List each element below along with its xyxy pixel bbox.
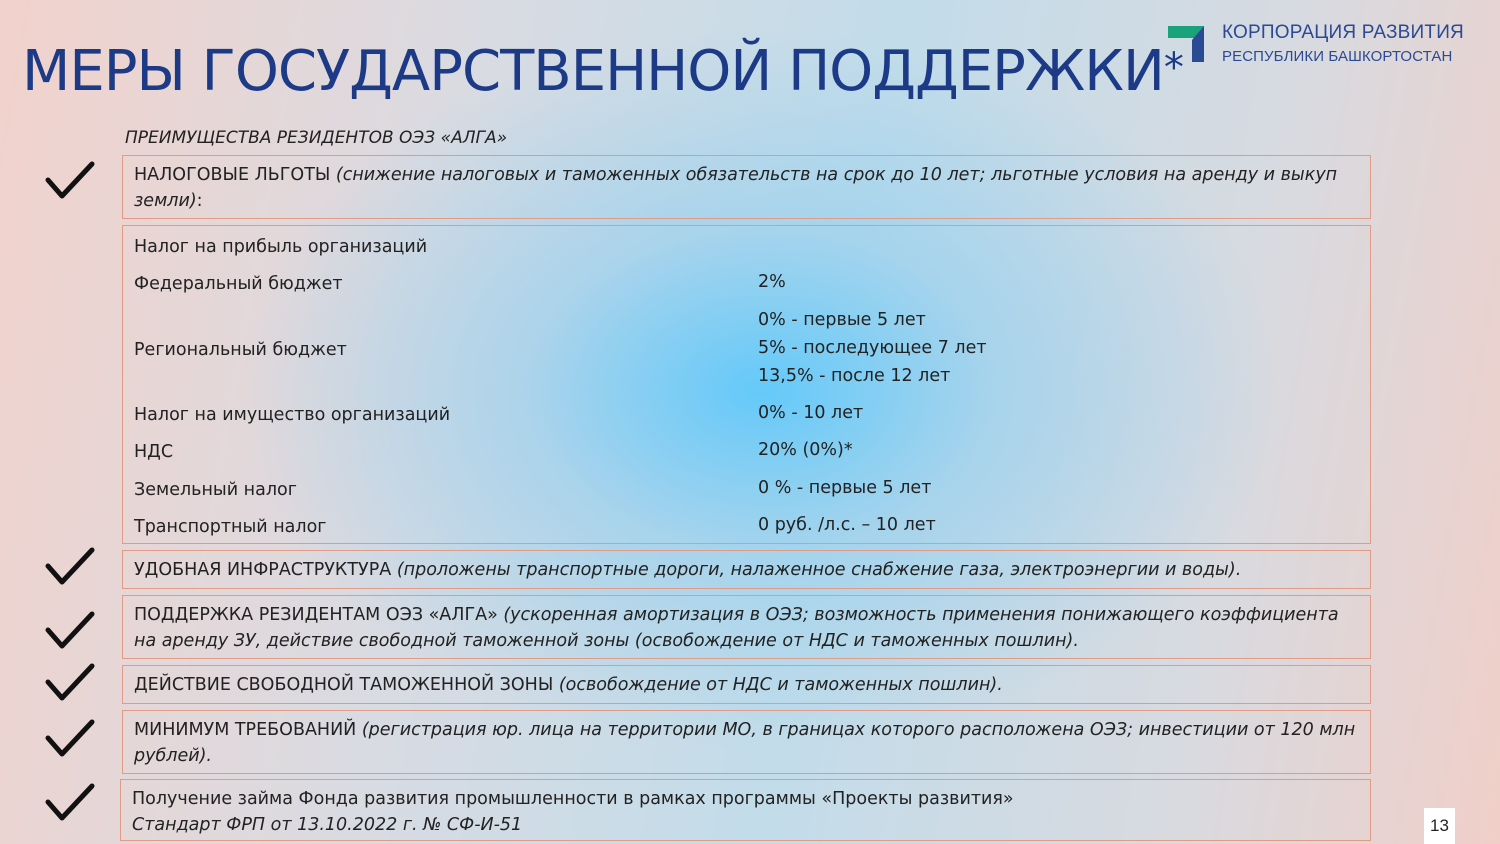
logo-line-2: РЕСПУБЛИКИ БАШКОРТОСТАН xyxy=(1222,48,1453,65)
customs-zone-description: (освобождение от НДС и таможенных пошлин). xyxy=(558,675,1003,695)
tax-value-line: 0 руб. /л.с. – 10 лет xyxy=(758,515,936,535)
tax-value-line: 0 % - первые 5 лет xyxy=(758,478,932,498)
loan-line-1: Получение займа Фонда развития промышленности в рамках программы «Проекты развития» xyxy=(132,789,1014,809)
checkmark-icon xyxy=(44,662,96,704)
requirements-box xyxy=(122,710,1371,774)
tax-benefits-colon: : xyxy=(196,191,203,211)
tax-row-value xyxy=(758,306,987,390)
checkmark-icon xyxy=(44,610,96,652)
customs-zone-box xyxy=(122,665,1371,704)
infrastructure-description: (проложены транспортные дороги, налаженное снабжение газа, электроэнергии и воды). xyxy=(396,560,1242,580)
resident-support-box xyxy=(122,595,1371,659)
tax-benefits-box xyxy=(122,155,1371,219)
page-title xyxy=(22,36,1183,108)
section-subtitle: ПРЕИМУЩЕСТВА РЕЗИДЕНТОВ ОЭЗ «АЛГА» xyxy=(125,128,508,148)
tax-benefits-heading: НАЛОГОВЫЕ ЛЬГОТЫ xyxy=(134,165,336,185)
tax-value-line: 20% (0%)* xyxy=(758,440,853,460)
loan-line-2: Стандарт ФРП от 13.10.2022 г. № СФ-И-51 xyxy=(132,815,523,835)
requirements-description: (регистрация юр. лица на территории МО, в границах которого расположена ОЭЗ; инвестиции от 120 млн рублей). xyxy=(134,720,1356,766)
tax-table-box xyxy=(122,225,1371,544)
infrastructure-heading: УДОБНАЯ ИНФРАСТРУКТУРА xyxy=(134,560,397,580)
infrastructure-box xyxy=(122,550,1371,589)
tax-row-label: Региональный бюджет xyxy=(134,340,347,360)
tax-value-line: 5% - последующее 7 лет xyxy=(758,338,987,358)
checkmark-icon xyxy=(44,782,96,824)
tax-row-label: Транспортный налог xyxy=(134,517,327,537)
checkmark-icon xyxy=(44,718,96,760)
loan-box xyxy=(120,779,1371,841)
tax-row-value xyxy=(758,399,863,427)
page-number: 13 xyxy=(1424,808,1455,844)
tax-benefits-description: (снижение налоговых и таможенных обязательств на срок до 10 лет; льготные условия на аренду и выкуп земли) xyxy=(134,165,1338,211)
tax-value-line: 0% - первые 5 лет xyxy=(758,310,926,330)
tax-row-value xyxy=(758,268,786,296)
tax-table-header: Налог на прибыль организаций xyxy=(134,237,428,257)
tax-value-line: 0% - 10 лет xyxy=(758,403,864,423)
logo-line-1: КОРПОРАЦИЯ РАЗВИТИЯ xyxy=(1222,22,1464,43)
requirements-heading: МИНИМУМ ТРЕБОВАНИЙ xyxy=(134,720,362,740)
logo-mark-icon xyxy=(1166,22,1210,66)
tax-row-label: Налог на имущество организаций xyxy=(134,405,451,425)
tax-row-label: Федеральный бюджет xyxy=(134,274,343,294)
page-title-text: МЕРЫ ГОСУДАРСТВЕННОЙ ПОДДЕРЖКИ xyxy=(22,39,1164,104)
checkmark-icon xyxy=(44,160,96,202)
checkmark-icon xyxy=(44,546,96,588)
tax-row-label: Земельный налог xyxy=(134,480,297,500)
tax-row-value xyxy=(758,511,936,539)
tax-row-value xyxy=(758,474,931,502)
tax-row-value xyxy=(758,436,853,464)
title-asterisk: * xyxy=(1163,45,1183,91)
resident-support-description: (ускоренная амортизация в ОЭЗ; возможность применения понижающего коэффициента на аренду ЗУ, действие свободной таможенной зоны (освобождение от НДС и таможенных пошлин). xyxy=(134,605,1339,651)
customs-zone-heading: ДЕЙСТВИЕ СВОБОДНОЙ ТАМОЖЕННОЙ ЗОНЫ xyxy=(134,675,559,695)
tax-value-line: 2% xyxy=(758,272,786,292)
tax-row-label: НДС xyxy=(134,442,174,462)
tax-value-line: 13,5% - после 12 лет xyxy=(758,366,951,386)
corporation-logo xyxy=(1166,22,1486,72)
resident-support-heading: ПОДДЕРЖКА РЕЗИДЕНТАМ ОЭЗ «АЛГА» xyxy=(134,605,504,625)
